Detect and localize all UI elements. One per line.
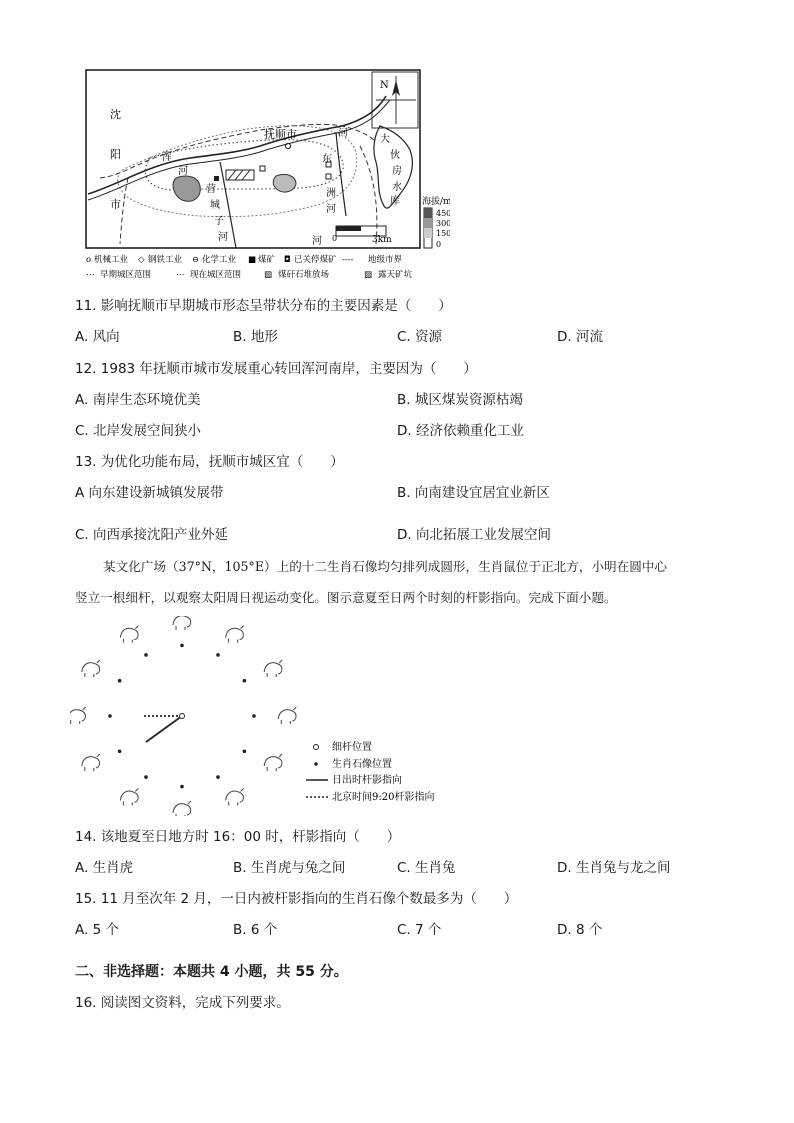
zodiac-animal-icon [173,616,191,630]
passage-line-2: 竖立一根细杆，以观察太阳周日视运动变化。图示意夏至日两个时刻的杆影指向。完成下面小题。 [75,590,617,605]
map-elev-450: 450 [436,209,450,218]
zodiac-animal-icon [120,626,138,643]
question-16-stem: 16. 阅读图文资料，完成下列要求。 [75,995,290,1011]
pole-position-mark [180,714,185,719]
map-label-fushun: 抚顺市 [264,128,297,141]
fushun-map-figure [80,66,450,288]
zodiac-animal-icon [82,754,100,771]
sunrise-shadow-line [146,716,182,742]
zodiac-animal-icon [82,660,100,677]
legend-statue-label: 生肖石像位置 [332,759,392,770]
statue-position-dot [252,714,256,718]
zodiac-animal-icon [264,660,282,677]
legend-label-gangue: 煤矸石堆放场 [278,270,330,280]
map-label-da: 大 [380,134,390,145]
map-label-shi: 市 [110,198,121,211]
legend-label-current: 现在城区范围 [190,270,242,280]
q14-option-c: C. 生肖兔 [397,860,456,876]
question-14-stem: 14. 该地夏至日地方时 16：00 时，杆影指向（ ） [75,829,401,845]
q11-option-a: A. 风向 [75,329,120,345]
q15-option-c: C. 7 个 [397,922,442,938]
q11-option-d: D. 河流 [557,329,603,345]
map-label-south-river: 河 [312,236,322,247]
map-elev-300: 300 [436,219,450,228]
statue-position-dot [243,679,247,683]
map-label-ying-3: 子 [214,216,224,227]
legend-symbol-early: ⋯ [86,270,95,280]
zodiac-animal-icon [226,626,244,643]
legend-symbol-steel: ◇ [138,255,145,265]
statue-position-dot [118,679,122,683]
q13-option-b: B. 向南建设宜居宜业新区 [397,485,550,501]
legend-pole-label: 细杆位置 [332,742,372,753]
q13-option-c: C. 向西承接沈阳产业外延 [75,527,229,543]
q12-option-d: D. 经济依赖重化工业 [397,423,524,439]
zodiac-diagram [70,616,460,816]
legend-symbol-coal: ■ [248,255,257,265]
question-13-stem: 13. 为优化功能布局，抚顺市城区宜（ ） [75,454,344,470]
map-label-hun-2: 河 [178,166,188,177]
map-scale-label: 3km [372,235,392,245]
legend-pole-symbol [314,745,319,750]
map-legend [86,254,413,280]
zodiac-animal-icon [173,801,191,816]
statue-position-dot [144,775,148,779]
q12-option-b: B. 城区煤炭资源枯竭 [397,392,523,408]
q12-option-c: C. 北岸发展空间狭小 [75,423,202,439]
legend-label-boundary: 地级市界 [368,255,403,265]
legend-sunrise-label: 日出时杆影指向 [332,775,402,786]
map-label-ying-1: 营 [206,184,216,195]
legend-label-early: 早期城区范围 [100,270,152,280]
map-label-shen: 沈 [110,108,121,121]
map-label-hun-1: 浑 [162,152,172,163]
question-11-stem: 11. 影响抚顺市早期城市形态呈带状分布的主要因素是（ ） [75,298,452,314]
legend-statue-symbol [314,762,318,766]
legend-label-machine: 机械工业 [94,255,129,265]
q11-option-b: B. 地形 [233,329,278,345]
q12-option-a: A. 南岸生态环境优美 [75,392,201,408]
zodiac-animal-icon [264,754,282,771]
legend-symbol-closed: ◘ [284,255,291,265]
legend-symbol-gangue: ▧ [264,270,273,280]
q15-option-b: B. 6 个 [233,922,278,938]
statue-position-dot [144,653,148,657]
statue-position-dot [243,750,247,754]
map-label-dong-3: 河 [326,204,336,215]
legend-symbol-pit: ▨ [364,270,373,280]
map-label-north: N [380,80,389,91]
map-elev-title: 海拔/m [422,197,450,207]
q15-option-d: D. 8 个 [557,922,603,938]
zodiac-animal-icon [70,707,86,724]
legend-label-coal: 煤矿 [258,255,276,265]
map-label-river-top: 河 [338,128,348,139]
question-15-stem: 15. 11 月至次年 2 月，一日内被杆影指向的生肖石像个数最多为（ ） [75,891,518,907]
section-2-heading: 二、非选择题：本题共 4 小题，共 55 分。 [75,964,348,980]
map-label-ku: 库 [390,196,400,207]
legend-label-chemical: 化学工业 [202,255,237,265]
q14-option-a: A. 生肖虎 [75,860,134,876]
map-label-shui: 水 [392,182,402,193]
zodiac-animal-icon [120,788,138,805]
map-label-ying-4: 河 [218,232,228,243]
question-12-stem: 12. 1983 年抚顺市城市发展重心转回浑河南岸，主要因为（ ） [75,361,477,377]
q13-option-a: A 向东建设新城镇发展带 [75,485,224,501]
legend-symbol-chemical: ⊖ [192,255,200,265]
statue-position-dot [180,785,184,789]
q14-option-b: B. 生肖虎与兔之间 [233,860,346,876]
q13-option-d: D. 向北拓展工业发展空间 [397,527,551,543]
fushun-map [80,66,450,288]
statue-position-dot [180,644,184,648]
statue-position-dot [216,775,220,779]
map-elev-0: 0 [436,240,442,249]
statue-position-dot [108,714,112,718]
legend-label-closed: 已关停煤矿 [294,255,337,265]
map-label-ying-2: 城 [210,200,220,211]
q15-option-a: A. 5 个 [75,922,119,938]
legend-label-pit: 露天矿坑 [378,270,413,280]
map-label-huo: 伙 [390,150,400,161]
zodiac-animal-icon [226,788,244,805]
legend-label-steel: 钢铁工业 [148,255,183,265]
statue-position-dot [118,750,122,754]
statue-position-dot [216,653,220,657]
map-elev-150: 150 [436,229,450,238]
zodiac-animal-icon [278,707,296,724]
legend-symbol-machine: o [86,255,92,265]
legend-symbol-current: ⋯ [176,270,185,280]
q14-option-d: D. 生肖兔与龙之间 [557,860,671,876]
legend-beijing-label: 北京时间9:20杆影指向 [332,792,435,803]
legend-symbol-boundary: ---- [342,255,354,265]
passage-line-1: 某文化广场（37°N，105°E）上的十二生肖石像均匀排列成圆形，生肖鼠位于正北方，小明在圆中心 [103,559,668,574]
map-label-fang: 房 [392,166,402,177]
map-label-dong-1: 东 [322,154,332,165]
map-scale-zero: 0 [332,234,338,243]
q11-option-c: C. 资源 [397,329,443,345]
map-label-yang: 阳 [110,148,121,161]
map-label-dong-2: 洲 [326,188,336,199]
zodiac-figure [70,616,460,816]
